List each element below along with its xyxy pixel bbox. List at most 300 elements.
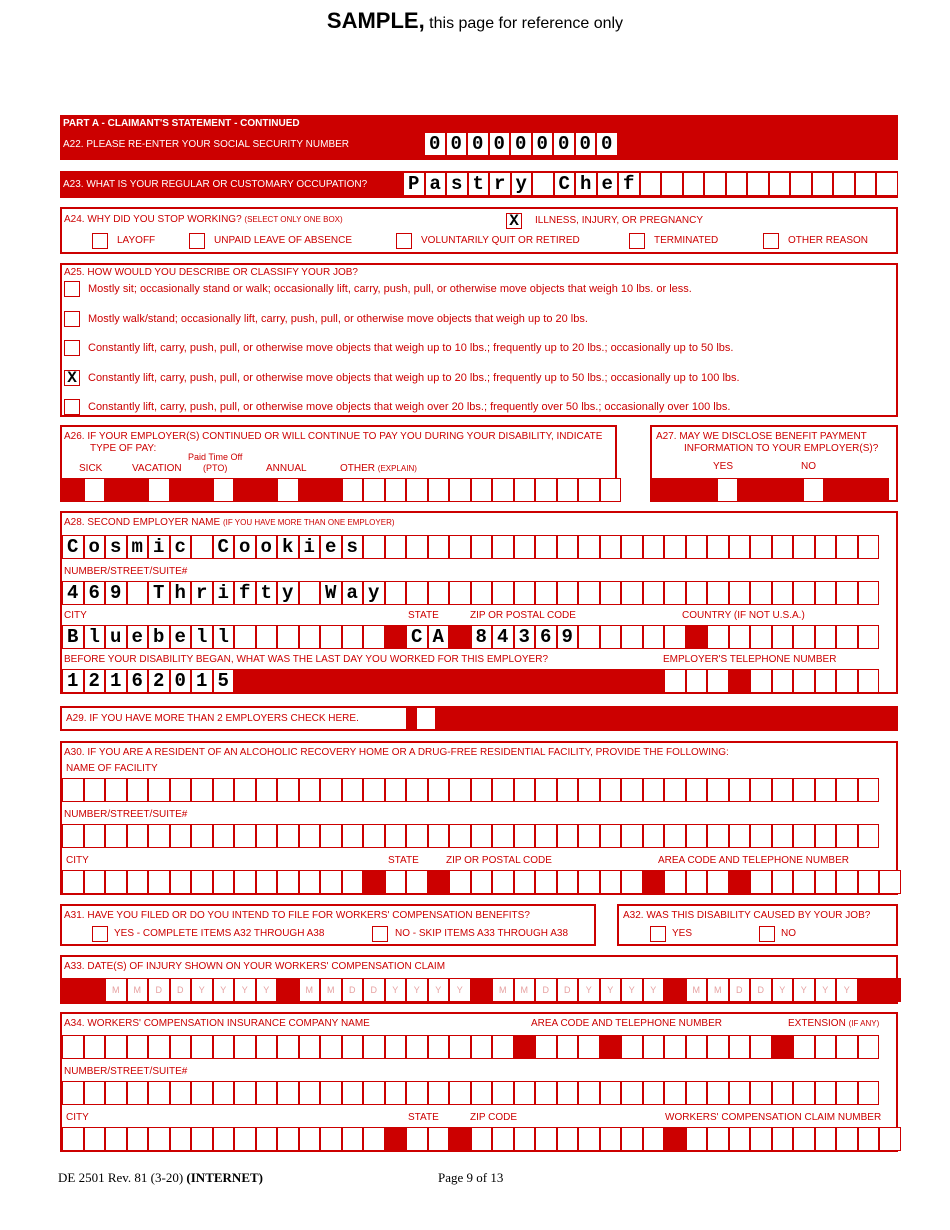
char-cell[interactable]: Y xyxy=(578,978,600,1002)
char-cell[interactable] xyxy=(213,1035,235,1059)
a31-yes-checkbox[interactable] xyxy=(92,926,108,942)
char-cell[interactable] xyxy=(879,1127,901,1151)
char-cell[interactable] xyxy=(320,1081,342,1105)
char-cell[interactable] xyxy=(557,778,579,802)
char-cell[interactable]: Y xyxy=(406,978,428,1002)
a25-option-5-checkbox[interactable] xyxy=(64,399,80,415)
char-cell[interactable] xyxy=(406,1127,428,1151)
char-cell[interactable]: 1 xyxy=(105,669,127,693)
char-cell[interactable] xyxy=(148,1035,170,1059)
char-cell[interactable] xyxy=(514,535,536,559)
char-cell[interactable] xyxy=(256,778,278,802)
char-cell[interactable] xyxy=(148,478,170,502)
char-cell[interactable] xyxy=(148,778,170,802)
char-cell[interactable] xyxy=(750,778,772,802)
char-cell[interactable] xyxy=(320,625,342,649)
char-cell[interactable] xyxy=(664,581,686,605)
char-cell[interactable] xyxy=(578,581,600,605)
char-cell[interactable]: c xyxy=(170,535,192,559)
char-cell[interactable] xyxy=(729,1035,751,1059)
char-cell[interactable] xyxy=(514,870,536,894)
char-cell[interactable] xyxy=(428,1081,450,1105)
char-cell[interactable] xyxy=(277,824,299,848)
char-cell[interactable] xyxy=(836,1035,858,1059)
char-cell[interactable] xyxy=(320,778,342,802)
char-cell[interactable]: k xyxy=(277,535,299,559)
char-cell[interactable] xyxy=(170,1081,192,1105)
char-cell[interactable] xyxy=(793,1081,815,1105)
char-cell[interactable] xyxy=(514,778,536,802)
char-cell[interactable] xyxy=(815,669,837,693)
a24-voluntarily-quit-checkbox[interactable] xyxy=(396,233,412,249)
char-cell[interactable] xyxy=(449,870,471,894)
char-cell[interactable]: Y xyxy=(600,978,622,1002)
char-cell[interactable] xyxy=(428,778,450,802)
char-cell[interactable] xyxy=(320,1127,342,1151)
char-cell[interactable] xyxy=(686,581,708,605)
char-cell[interactable] xyxy=(191,1127,213,1151)
char-cell[interactable] xyxy=(686,1035,708,1059)
char-cell[interactable] xyxy=(836,669,858,693)
char-cell[interactable] xyxy=(793,1035,815,1059)
char-cell[interactable]: 1 xyxy=(191,669,213,693)
char-cell[interactable] xyxy=(600,778,622,802)
char-cell[interactable]: M xyxy=(686,978,708,1002)
char-cell[interactable] xyxy=(704,172,726,196)
char-cell[interactable]: Y xyxy=(256,978,278,1002)
char-cell[interactable] xyxy=(277,1035,299,1059)
char-cell[interactable] xyxy=(105,1035,127,1059)
char-cell[interactable]: a xyxy=(342,581,364,605)
char-cell[interactable]: B xyxy=(62,625,84,649)
char-cell[interactable] xyxy=(62,824,84,848)
char-cell[interactable] xyxy=(707,1035,729,1059)
char-cell[interactable] xyxy=(535,778,557,802)
char-cell[interactable] xyxy=(213,1081,235,1105)
char-cell[interactable] xyxy=(471,778,493,802)
char-cell[interactable] xyxy=(707,535,729,559)
a24-illness-checkbox[interactable]: X xyxy=(506,213,522,229)
char-cell[interactable] xyxy=(858,870,880,894)
char-cell[interactable] xyxy=(213,478,235,502)
char-cell[interactable]: 0 xyxy=(596,132,618,156)
char-cell[interactable] xyxy=(772,669,794,693)
char-cell[interactable] xyxy=(726,172,748,196)
char-cell[interactable] xyxy=(342,1081,364,1105)
char-cell[interactable] xyxy=(191,778,213,802)
char-cell[interactable] xyxy=(815,1081,837,1105)
char-cell[interactable] xyxy=(256,824,278,848)
char-cell[interactable]: i xyxy=(213,581,235,605)
char-cell[interactable] xyxy=(320,1035,342,1059)
char-cell[interactable]: o xyxy=(234,535,256,559)
char-cell[interactable] xyxy=(471,478,493,502)
char-cell[interactable] xyxy=(105,870,127,894)
char-cell[interactable] xyxy=(127,1081,149,1105)
char-cell[interactable]: o xyxy=(84,535,106,559)
char-cell[interactable] xyxy=(836,824,858,848)
char-cell[interactable] xyxy=(640,172,662,196)
facility-name-input[interactable] xyxy=(62,778,879,802)
char-cell[interactable]: y xyxy=(363,581,385,605)
char-cell[interactable] xyxy=(858,1081,880,1105)
char-cell[interactable]: D xyxy=(170,978,192,1002)
char-cell[interactable]: 4 xyxy=(492,625,514,649)
char-cell[interactable] xyxy=(84,824,106,848)
char-cell[interactable] xyxy=(535,535,557,559)
char-cell[interactable] xyxy=(492,824,514,848)
char-cell[interactable] xyxy=(363,824,385,848)
char-cell[interactable] xyxy=(836,581,858,605)
char-cell[interactable] xyxy=(256,1035,278,1059)
char-cell[interactable] xyxy=(234,1127,256,1151)
char-cell[interactable] xyxy=(385,824,407,848)
char-cell[interactable] xyxy=(471,535,493,559)
char-cell[interactable] xyxy=(492,778,514,802)
char-cell[interactable] xyxy=(707,870,729,894)
char-cell[interactable] xyxy=(363,478,385,502)
char-cell[interactable] xyxy=(62,778,84,802)
char-cell[interactable] xyxy=(363,778,385,802)
char-cell[interactable] xyxy=(772,778,794,802)
char-cell[interactable] xyxy=(772,1081,794,1105)
char-cell[interactable] xyxy=(256,1127,278,1151)
char-cell[interactable] xyxy=(385,870,407,894)
char-cell[interactable] xyxy=(299,778,321,802)
ssn-input[interactable] xyxy=(424,132,618,156)
char-cell[interactable] xyxy=(363,1127,385,1151)
char-cell[interactable] xyxy=(858,535,880,559)
char-cell[interactable] xyxy=(621,535,643,559)
char-cell[interactable] xyxy=(664,824,686,848)
char-cell[interactable] xyxy=(148,1127,170,1151)
char-cell[interactable] xyxy=(406,778,428,802)
char-cell[interactable] xyxy=(299,1035,321,1059)
a24-unpaid-leave-checkbox[interactable] xyxy=(189,233,205,249)
char-cell[interactable] xyxy=(234,1035,256,1059)
char-cell[interactable] xyxy=(406,1035,428,1059)
char-cell[interactable] xyxy=(643,1127,665,1151)
char-cell[interactable] xyxy=(707,581,729,605)
char-cell[interactable]: f xyxy=(618,172,640,196)
char-cell[interactable] xyxy=(643,824,665,848)
char-cell[interactable] xyxy=(578,1127,600,1151)
char-cell[interactable] xyxy=(428,478,450,502)
char-cell[interactable]: A xyxy=(428,625,450,649)
char-cell[interactable] xyxy=(492,535,514,559)
char-cell[interactable] xyxy=(406,1081,428,1105)
char-cell[interactable]: e xyxy=(597,172,619,196)
char-cell[interactable] xyxy=(578,824,600,848)
char-cell[interactable] xyxy=(664,625,686,649)
facility-street-input[interactable] xyxy=(62,824,879,848)
char-cell[interactable] xyxy=(514,581,536,605)
char-cell[interactable] xyxy=(729,581,751,605)
char-cell[interactable] xyxy=(600,1127,622,1151)
char-cell[interactable] xyxy=(406,535,428,559)
char-cell[interactable]: i xyxy=(148,535,170,559)
char-cell[interactable]: s xyxy=(342,535,364,559)
char-cell[interactable]: 3 xyxy=(514,625,536,649)
char-cell[interactable]: D xyxy=(557,978,579,1002)
char-cell[interactable]: M xyxy=(320,978,342,1002)
char-cell[interactable] xyxy=(471,1081,493,1105)
char-cell[interactable]: Y xyxy=(234,978,256,1002)
char-cell[interactable] xyxy=(385,581,407,605)
char-cell[interactable] xyxy=(299,1081,321,1105)
char-cell[interactable] xyxy=(148,1081,170,1105)
char-cell[interactable] xyxy=(686,870,708,894)
char-cell[interactable] xyxy=(471,1035,493,1059)
char-cell[interactable]: 0 xyxy=(532,132,554,156)
char-cell[interactable] xyxy=(535,1127,557,1151)
char-cell[interactable] xyxy=(621,870,643,894)
char-cell[interactable]: s xyxy=(446,172,468,196)
char-cell[interactable] xyxy=(213,1127,235,1151)
char-cell[interactable] xyxy=(449,581,471,605)
char-cell[interactable] xyxy=(772,824,794,848)
char-cell[interactable] xyxy=(729,535,751,559)
char-cell[interactable] xyxy=(449,824,471,848)
char-cell[interactable] xyxy=(793,778,815,802)
char-cell[interactable] xyxy=(578,870,600,894)
char-cell[interactable]: r xyxy=(489,172,511,196)
char-cell[interactable]: Y xyxy=(449,978,471,1002)
char-cell[interactable]: 2 xyxy=(148,669,170,693)
char-cell[interactable]: l xyxy=(213,625,235,649)
char-cell[interactable] xyxy=(750,581,772,605)
char-cell[interactable]: D xyxy=(148,978,170,1002)
char-cell[interactable] xyxy=(578,625,600,649)
char-cell[interactable] xyxy=(535,1035,557,1059)
char-cell[interactable] xyxy=(535,581,557,605)
char-cell[interactable] xyxy=(213,870,235,894)
char-cell[interactable] xyxy=(170,824,192,848)
char-cell[interactable]: l xyxy=(84,625,106,649)
char-cell[interactable]: 8 xyxy=(471,625,493,649)
char-cell[interactable]: Y xyxy=(815,978,837,1002)
char-cell[interactable] xyxy=(449,535,471,559)
char-cell[interactable]: D xyxy=(535,978,557,1002)
char-cell[interactable] xyxy=(84,1127,106,1151)
char-cell[interactable] xyxy=(686,824,708,848)
char-cell[interactable] xyxy=(621,1081,643,1105)
char-cell[interactable] xyxy=(363,625,385,649)
char-cell[interactable] xyxy=(127,824,149,848)
char-cell[interactable] xyxy=(234,870,256,894)
a25-option-1-checkbox[interactable] xyxy=(64,281,80,297)
char-cell[interactable] xyxy=(471,870,493,894)
char-cell[interactable] xyxy=(750,1127,772,1151)
char-cell[interactable]: D xyxy=(342,978,364,1002)
char-cell[interactable] xyxy=(299,824,321,848)
char-cell[interactable] xyxy=(793,535,815,559)
a29-checkbox[interactable] xyxy=(416,707,436,730)
char-cell[interactable]: 9 xyxy=(105,581,127,605)
char-cell[interactable] xyxy=(621,1127,643,1151)
char-cell[interactable] xyxy=(557,824,579,848)
char-cell[interactable] xyxy=(578,1081,600,1105)
char-cell[interactable] xyxy=(514,824,536,848)
char-cell[interactable] xyxy=(815,778,837,802)
char-cell[interactable]: 0 xyxy=(510,132,532,156)
char-cell[interactable] xyxy=(858,1035,880,1059)
char-cell[interactable] xyxy=(858,581,880,605)
char-cell[interactable]: M xyxy=(299,978,321,1002)
char-cell[interactable]: 0 xyxy=(553,132,575,156)
char-cell[interactable] xyxy=(858,824,880,848)
char-cell[interactable] xyxy=(277,1081,299,1105)
pay-type-boxes[interactable] xyxy=(62,478,621,502)
char-cell[interactable]: Y xyxy=(213,978,235,1002)
char-cell[interactable] xyxy=(643,535,665,559)
char-cell[interactable] xyxy=(621,1035,643,1059)
char-cell[interactable] xyxy=(772,625,794,649)
char-cell[interactable] xyxy=(621,581,643,605)
char-cell[interactable]: h xyxy=(170,581,192,605)
char-cell[interactable] xyxy=(428,1035,450,1059)
char-cell[interactable]: C xyxy=(213,535,235,559)
char-cell[interactable] xyxy=(105,778,127,802)
char-cell[interactable] xyxy=(320,824,342,848)
char-cell[interactable] xyxy=(793,824,815,848)
char-cell[interactable] xyxy=(578,778,600,802)
char-cell[interactable] xyxy=(815,535,837,559)
char-cell[interactable]: l xyxy=(191,625,213,649)
char-cell[interactable] xyxy=(600,625,622,649)
char-cell[interactable]: a xyxy=(425,172,447,196)
char-cell[interactable] xyxy=(62,1127,84,1151)
char-cell[interactable] xyxy=(750,824,772,848)
char-cell[interactable]: 0 xyxy=(467,132,489,156)
char-cell[interactable] xyxy=(84,1035,106,1059)
char-cell[interactable] xyxy=(750,625,772,649)
char-cell[interactable] xyxy=(833,172,855,196)
char-cell[interactable]: Y xyxy=(385,978,407,1002)
char-cell[interactable] xyxy=(191,824,213,848)
char-cell[interactable] xyxy=(557,581,579,605)
char-cell[interactable] xyxy=(578,478,600,502)
char-cell[interactable] xyxy=(717,478,739,502)
char-cell[interactable] xyxy=(686,778,708,802)
char-cell[interactable] xyxy=(449,778,471,802)
char-cell[interactable] xyxy=(342,625,364,649)
char-cell[interactable] xyxy=(793,1127,815,1151)
a24-layoff-checkbox[interactable] xyxy=(92,233,108,249)
char-cell[interactable] xyxy=(772,1127,794,1151)
char-cell[interactable] xyxy=(256,625,278,649)
char-cell[interactable]: r xyxy=(191,581,213,605)
char-cell[interactable]: M xyxy=(514,978,536,1002)
char-cell[interactable]: e xyxy=(170,625,192,649)
char-cell[interactable]: Y xyxy=(428,978,450,1002)
a31-no-checkbox[interactable] xyxy=(372,926,388,942)
char-cell[interactable] xyxy=(686,1081,708,1105)
char-cell[interactable] xyxy=(234,778,256,802)
char-cell[interactable] xyxy=(342,824,364,848)
char-cell[interactable] xyxy=(234,824,256,848)
char-cell[interactable] xyxy=(492,870,514,894)
char-cell[interactable]: 1 xyxy=(62,669,84,693)
char-cell[interactable] xyxy=(170,870,192,894)
char-cell[interactable]: C xyxy=(554,172,576,196)
char-cell[interactable]: D xyxy=(729,978,751,1002)
char-cell[interactable] xyxy=(578,535,600,559)
char-cell[interactable] xyxy=(342,1127,364,1151)
char-cell[interactable] xyxy=(363,535,385,559)
char-cell[interactable] xyxy=(600,824,622,848)
char-cell[interactable] xyxy=(256,1081,278,1105)
char-cell[interactable]: y xyxy=(277,581,299,605)
char-cell[interactable] xyxy=(191,1081,213,1105)
char-cell[interactable] xyxy=(535,1081,557,1105)
char-cell[interactable]: 6 xyxy=(127,669,149,693)
char-cell[interactable] xyxy=(643,625,665,649)
char-cell[interactable]: 6 xyxy=(84,581,106,605)
char-cell[interactable] xyxy=(836,625,858,649)
char-cell[interactable]: e xyxy=(320,535,342,559)
char-cell[interactable] xyxy=(557,870,579,894)
char-cell[interactable] xyxy=(213,824,235,848)
char-cell[interactable] xyxy=(320,870,342,894)
char-cell[interactable] xyxy=(234,1081,256,1105)
insurance-street-input[interactable] xyxy=(62,1081,879,1105)
char-cell[interactable] xyxy=(62,870,84,894)
a25-option-4-checkbox[interactable]: X xyxy=(64,370,80,386)
char-cell[interactable] xyxy=(277,478,299,502)
occupation-input[interactable] xyxy=(403,172,898,196)
char-cell[interactable]: C xyxy=(62,535,84,559)
char-cell[interactable] xyxy=(643,778,665,802)
char-cell[interactable] xyxy=(84,778,106,802)
char-cell[interactable] xyxy=(385,778,407,802)
char-cell[interactable] xyxy=(363,1081,385,1105)
char-cell[interactable] xyxy=(342,478,364,502)
char-cell[interactable] xyxy=(858,669,880,693)
char-cell[interactable] xyxy=(127,778,149,802)
char-cell[interactable] xyxy=(256,870,278,894)
char-cell[interactable] xyxy=(664,1081,686,1105)
char-cell[interactable] xyxy=(578,1035,600,1059)
char-cell[interactable] xyxy=(621,625,643,649)
char-cell[interactable]: s xyxy=(105,535,127,559)
char-cell[interactable] xyxy=(747,172,769,196)
employer-city-state-zip-input[interactable] xyxy=(62,625,879,649)
char-cell[interactable] xyxy=(815,581,837,605)
char-cell[interactable] xyxy=(815,625,837,649)
char-cell[interactable] xyxy=(836,535,858,559)
char-cell[interactable] xyxy=(127,1127,149,1151)
char-cell[interactable] xyxy=(643,1035,665,1059)
char-cell[interactable] xyxy=(406,581,428,605)
a24-terminated-checkbox[interactable] xyxy=(629,233,645,249)
char-cell[interactable]: 6 xyxy=(535,625,557,649)
char-cell[interactable] xyxy=(707,1081,729,1105)
char-cell[interactable] xyxy=(213,778,235,802)
char-cell[interactable] xyxy=(621,778,643,802)
char-cell[interactable]: M xyxy=(105,978,127,1002)
insurance-company-input[interactable] xyxy=(62,1035,879,1059)
char-cell[interactable]: 0 xyxy=(575,132,597,156)
char-cell[interactable] xyxy=(385,1081,407,1105)
char-cell[interactable] xyxy=(812,172,834,196)
char-cell[interactable] xyxy=(793,581,815,605)
char-cell[interactable] xyxy=(661,172,683,196)
char-cell[interactable] xyxy=(148,824,170,848)
a24-other-reason-checkbox[interactable] xyxy=(763,233,779,249)
char-cell[interactable] xyxy=(557,478,579,502)
char-cell[interactable] xyxy=(729,778,751,802)
